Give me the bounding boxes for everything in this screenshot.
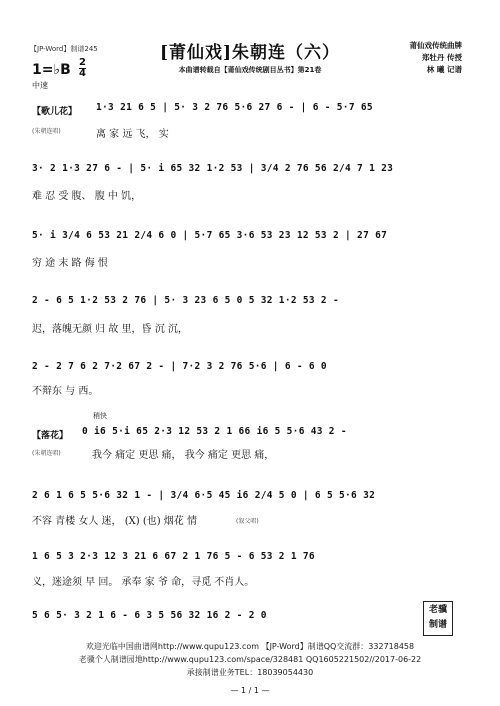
footer-line-1: 欢迎光临中国曲谱网http://www.qupu123.com 【JP-Word】制谱QQ交流群：332718458 — [85, 642, 415, 651]
lyric-row: 难 忍 受 腹、 腹 中 饥， — [32, 191, 142, 202]
credit-transcriber: 林 曦 记谱 — [426, 65, 462, 74]
stamp-line-1: 老骥 — [428, 605, 447, 615]
notation-row: 5· i 3/4 6 53 21 2/4 6 0 | 5·7 65 3·6 53 23 12 53 2 | 27 67 — [32, 230, 388, 241]
section-label: 【歌儿花】 — [32, 107, 78, 117]
notation-row: 2 - 6 5 1·2 53 2 76 | 5· 3 23 6 5 0 5 32 1·2 53 2 - — [32, 295, 339, 306]
notation-row: 5 6 5· 3 2 1 6 - 6 3 5 56 32 16 2 - 2 0 — [32, 610, 267, 621]
jp-word-tag: 【JP-Word】制谱245 — [30, 45, 98, 53]
notation-row: 2 6 1 6 5 5·6 32 1 - | 3/4 6·5 45 i6 2/4 5 0 | 6 5 5·6 32 — [32, 490, 376, 501]
footer-line-3: 承接制谱业务TEL：18039054430 — [186, 668, 314, 677]
stamp-line-2: 制谱 — [428, 620, 447, 630]
credit-teacher: 郑牡丹 传授 — [421, 53, 462, 62]
lyric-row: 不容 青楼 女人 迷， (X) (也) 烟花 情 — [32, 516, 197, 527]
lyric-row: 义，迷途须 早 回。 承奉 家 爷 命，寻觅 不肖人。 — [32, 577, 255, 588]
lyric-row: 穷 途 末 路 侮 恨 — [32, 258, 108, 269]
source-note: 本曲谱转载自【莆仙戏传统剧目丛书】第21卷 — [178, 66, 322, 74]
credit-origin: 莆仙戏传统曲牌 — [409, 41, 462, 50]
lyric-row: 我今 痛定 更思 痛， 我今 痛定 更思 痛， — [92, 450, 275, 461]
tempo-marking: 中速 — [32, 81, 48, 90]
tempo-mark: 稍快 — [93, 412, 107, 420]
singer-note: (朱朝连唱) — [32, 128, 61, 135]
lyric-row: 离 家 远 飞， 实 — [96, 129, 169, 140]
notation-row: 1·3 21 6 5 | 5· 3 2 76 5·6 27 6 - | 6 - 5·7 65 — [96, 102, 373, 113]
notation-row: 2 - 2 7 6 2 7·2 67 2 - | 7·2 3 2 76 5·6 | 6 - 6 0 — [32, 361, 327, 372]
lyric-row: 迟，落魄无颜 归 故 里，昏 沉 沉， — [32, 324, 188, 335]
page-number: — 1 / 1 — — [230, 686, 270, 695]
meter-top: 2 — [79, 57, 86, 68]
meter-bottom: 4 — [79, 68, 86, 79]
section-label: 【落花】 — [32, 431, 69, 441]
stamp — [423, 601, 453, 636]
score-title: [莆仙戏]朱朝连（六） — [159, 43, 341, 63]
singer-note: (叙父唱) — [236, 518, 259, 525]
lyric-row: 不辩东 与 西。 — [32, 386, 99, 397]
notation-row: 3· 2 1·3 27 6 - | 5· i 65 32 1·2 53 | 3/4 2 76 56 2/4 7 1 23 — [32, 163, 394, 174]
footer-line-2: 老骥个人制谱园地http://www.qupu123.com/space/328481 QQ1605221502//2017-06-22 — [78, 655, 422, 664]
key-signature: 1=♭B — [32, 62, 71, 78]
notation-row: 0 i6 5·i 65 2·3 12 53 2 1 66 i6 5 5·6 43 2 - — [82, 426, 347, 437]
singer-note: (朱朝连唱) — [32, 450, 61, 457]
notation-row: 1 6 5 3 2·3 12 3 21 6 67 2 1 76 5 - 6 53 2 1 76 — [32, 551, 315, 562]
